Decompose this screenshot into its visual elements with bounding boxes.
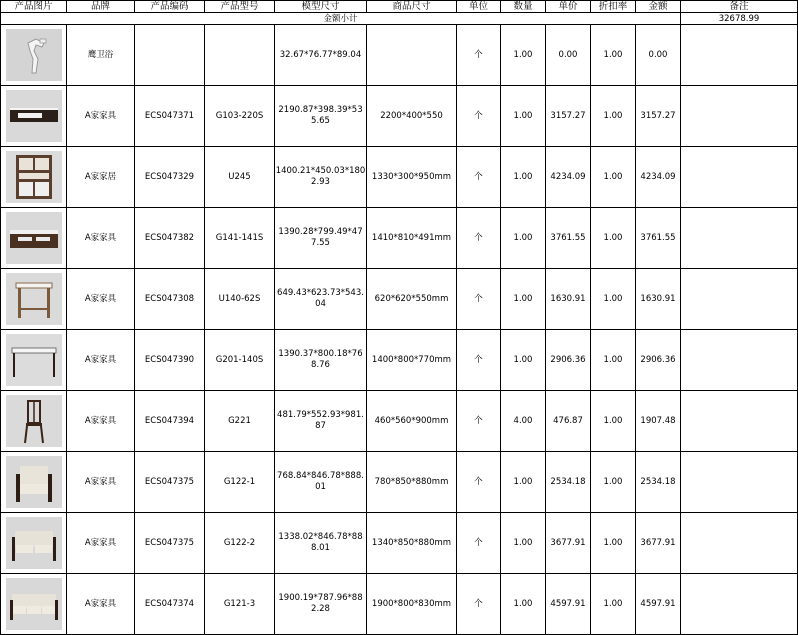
quantity-cell[interactable]: 1.00 [501,86,546,147]
desk-icon [6,334,62,386]
product-model-cell[interactable]: G121-3 [205,574,275,635]
header-cell[interactable]: 单位 [457,1,501,13]
product-model-cell[interactable]: U245 [205,147,275,208]
model-size-cell[interactable]: 1390.28*799.49*477.55 [275,208,367,269]
chair-icon [6,395,62,447]
table-row [1,391,798,452]
header-cell[interactable]: 产品图片 [1,1,67,13]
amount-cell[interactable]: 2906.36 [636,330,681,391]
unit-cell[interactable]: 个 [457,269,501,330]
unit-cell[interactable]: 个 [457,208,501,269]
header-cell[interactable]: 品牌 [67,1,135,13]
model-size-cell[interactable]: 1900.19*787.96*882.28 [275,574,367,635]
tv-cabinet-icon [6,90,62,142]
product-size-cell[interactable]: 1410*810*491mm [367,208,457,269]
discount-cell[interactable]: 1.00 [591,574,636,635]
unit-price-cell[interactable]: 4597.91 [546,574,591,635]
unit-cell[interactable]: 个 [457,452,501,513]
unit-cell[interactable]: 个 [457,330,501,391]
header-cell[interactable]: 单价 [546,1,591,13]
unit-price-cell[interactable]: 3677.91 [546,513,591,574]
unit-cell[interactable]: 个 [457,513,501,574]
note-cell[interactable] [681,391,798,452]
note-cell[interactable] [681,330,798,391]
product-model-cell[interactable]: G221 [205,391,275,452]
product-image-cell[interactable] [1,269,67,330]
discount-cell[interactable]: 1.00 [591,25,636,86]
header-cell[interactable]: 模型尺寸 [275,1,367,13]
model-size-cell[interactable]: 649.43*623.73*543.04 [275,269,367,330]
discount-cell[interactable]: 1.00 [591,391,636,452]
product-image-cell[interactable] [1,513,67,574]
product-image-cell[interactable] [1,391,67,452]
product-image-cell[interactable] [1,147,67,208]
header-cell[interactable]: 数量 [501,1,546,13]
discount-cell[interactable]: 1.00 [591,86,636,147]
discount-cell[interactable]: 1.00 [591,208,636,269]
note-cell[interactable] [681,452,798,513]
product-code-cell[interactable]: ECS047375 [135,452,205,513]
discount-cell[interactable]: 1.00 [591,513,636,574]
amount-cell[interactable]: 2534.18 [636,452,681,513]
sideboard-icon [6,212,62,264]
header-cell[interactable]: 备注 [681,1,798,13]
product-model-cell[interactable]: G141-141S [205,208,275,269]
model-size-cell[interactable]: 768.84*846.78*888.01 [275,452,367,513]
header-row [1,1,798,13]
subtotal-row [1,13,798,25]
note-cell[interactable] [681,147,798,208]
product-code-cell[interactable]: ECS047394 [135,391,205,452]
quantity-cell[interactable]: 1.00 [501,147,546,208]
product-size-cell[interactable]: 780*850*880mm [367,452,457,513]
brand-cell[interactable]: A家家具 [67,452,135,513]
unit-price-cell[interactable]: 0.00 [546,25,591,86]
header-cell[interactable]: 金额 [636,1,681,13]
product-code-cell[interactable] [135,25,205,86]
product-image-cell[interactable] [1,208,67,269]
quantity-cell[interactable]: 1.00 [501,269,546,330]
product-size-cell[interactable]: 1340*850*880mm [367,513,457,574]
unit-cell[interactable]: 个 [457,391,501,452]
product-model-cell[interactable]: G201-140S [205,330,275,391]
subtotal-value[interactable]: 32678.99 [681,13,798,25]
product-model-cell[interactable]: G122-2 [205,513,275,574]
loveseat-icon [6,517,62,569]
brand-cell[interactable]: A家家具 [67,574,135,635]
table-row [1,574,798,635]
product-image-cell[interactable] [1,574,67,635]
product-code-cell[interactable]: ECS047374 [135,574,205,635]
unit-price-cell[interactable]: 2534.18 [546,452,591,513]
note-cell[interactable] [681,86,798,147]
unit-price-cell[interactable]: 1630.91 [546,269,591,330]
quantity-cell[interactable]: 1.00 [501,25,546,86]
brand-cell[interactable]: A家家具 [67,330,135,391]
unit-price-cell[interactable]: 3761.55 [546,208,591,269]
product-size-cell[interactable]: 460*560*900mm [367,391,457,452]
unit-price-cell[interactable]: 4234.09 [546,147,591,208]
armchair-icon [6,456,62,508]
product-code-cell[interactable]: ECS047329 [135,147,205,208]
product-model-cell[interactable]: G103-220S [205,86,275,147]
table-row [1,330,798,391]
brand-cell[interactable]: A家家具 [67,269,135,330]
header-cell[interactable]: 折扣率 [591,1,636,13]
table-row [1,208,798,269]
note-cell[interactable] [681,513,798,574]
sofa-icon [6,578,62,630]
brand-cell[interactable]: A家家具 [67,208,135,269]
brand-cell[interactable]: A家家具 [67,86,135,147]
model-size-cell[interactable]: 2190.87*398.39*535.65 [275,86,367,147]
unit-price-cell[interactable]: 476.87 [546,391,591,452]
quantity-cell[interactable]: 4.00 [501,391,546,452]
table-row [1,25,798,86]
side-table-icon [6,273,62,325]
subtotal-label[interactable]: 金额小计 [1,13,681,25]
amount-cell[interactable]: 0.00 [636,25,681,86]
amount-cell[interactable]: 1630.91 [636,269,681,330]
unit-cell[interactable]: 个 [457,86,501,147]
product-image-cell[interactable] [1,452,67,513]
product-model-cell[interactable]: U140-62S [205,269,275,330]
model-size-cell[interactable]: 1400.21*450.03*1802.93 [275,147,367,208]
amount-cell[interactable]: 3677.91 [636,513,681,574]
product-code-cell[interactable]: ECS047308 [135,269,205,330]
unit-price-cell[interactable]: 2906.36 [546,330,591,391]
product-model-cell[interactable] [205,25,275,86]
product-image-cell[interactable] [1,25,67,86]
product-code-cell[interactable]: ECS047375 [135,513,205,574]
amount-cell[interactable]: 3157.27 [636,86,681,147]
brand-cell[interactable]: A家家居 [67,147,135,208]
unit-cell[interactable]: 个 [457,574,501,635]
product-size-cell[interactable]: 1400*800*770mm [367,330,457,391]
table-row [1,86,798,147]
discount-cell[interactable]: 1.00 [591,269,636,330]
note-cell[interactable] [681,208,798,269]
discount-cell[interactable]: 1.00 [591,330,636,391]
amount-cell[interactable]: 4597.91 [636,574,681,635]
amount-cell[interactable]: 4234.09 [636,147,681,208]
quantity-cell[interactable]: 1.00 [501,208,546,269]
table-row [1,147,798,208]
header-cell[interactable]: 产品型号 [205,1,275,13]
brand-cell[interactable]: A家家具 [67,391,135,452]
quantity-cell[interactable]: 1.00 [501,574,546,635]
product-size-cell[interactable]: 1330*300*950mm [367,147,457,208]
unit-price-cell[interactable]: 3157.27 [546,86,591,147]
quantity-cell[interactable]: 1.00 [501,330,546,391]
product-image-cell[interactable] [1,86,67,147]
product-code-cell[interactable]: ECS047390 [135,330,205,391]
amount-cell[interactable]: 3761.55 [636,208,681,269]
discount-cell[interactable]: 1.00 [591,147,636,208]
product-size-cell[interactable]: 620*620*550mm [367,269,457,330]
model-size-cell[interactable]: 1338.02*846.78*888.01 [275,513,367,574]
product-image-cell[interactable] [1,330,67,391]
quantity-cell[interactable]: 1.00 [501,452,546,513]
model-size-cell[interactable]: 481.79*552.93*981.87 [275,391,367,452]
brand-cell[interactable]: 鹰卫浴 [67,25,135,86]
product-code-cell[interactable]: ECS047382 [135,208,205,269]
note-cell[interactable] [681,574,798,635]
header-cell[interactable]: 产品编码 [135,1,205,13]
faucet-icon [6,29,62,81]
product-model-cell[interactable]: G122-1 [205,452,275,513]
note-cell[interactable] [681,269,798,330]
note-cell[interactable] [681,25,798,86]
unit-cell[interactable]: 个 [457,25,501,86]
discount-cell[interactable]: 1.00 [591,452,636,513]
table-row [1,269,798,330]
model-size-cell[interactable]: 1390.37*800.18*768.76 [275,330,367,391]
unit-cell[interactable]: 个 [457,147,501,208]
brand-cell[interactable]: A家家具 [67,513,135,574]
product-size-cell[interactable]: 2200*400*550 [367,86,457,147]
model-size-cell[interactable]: 32.67*76.77*89.04 [275,25,367,86]
product-size-cell[interactable] [367,25,457,86]
table-row [1,452,798,513]
cabinet-icon [6,151,62,203]
table-row [1,513,798,574]
product-size-cell[interactable]: 1900*800*830mm [367,574,457,635]
product-code-cell[interactable]: ECS047371 [135,86,205,147]
amount-cell[interactable]: 1907.48 [636,391,681,452]
header-cell[interactable]: 商品尺寸 [367,1,457,13]
quantity-cell[interactable]: 1.00 [501,513,546,574]
